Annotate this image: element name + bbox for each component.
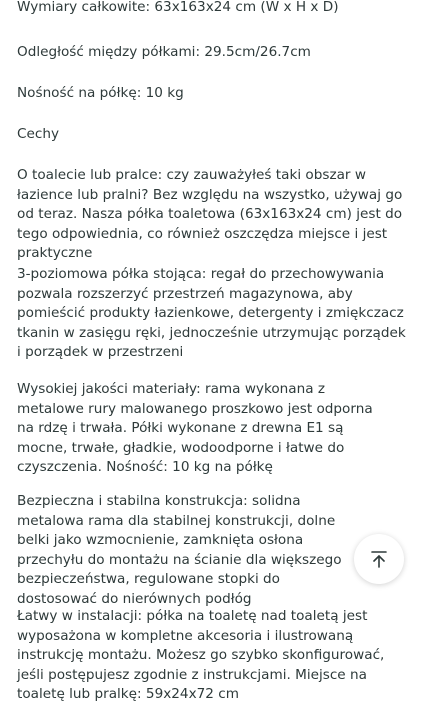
- load-capacity-text: Nośność na półkę: 10 kg: [17, 85, 184, 101]
- arrow-up-icon: [369, 549, 389, 569]
- paragraph-materials: Wysokiej jakości materiały: rama wykonana z metalowe rury malowanego proszkowo jest odporna na rdzę i trwała. Półki wykonane z drewna E1 są mocne, trwałe, gładkie, wodoodporne i łatwe do czyszczenia. Nośność: 10 kg na półkę: [17, 381, 373, 476]
- paragraph-toilet-or-washer: O toalecie lub pralce: czy zauważyłeś taki obszar w łazience lub pralni? Bez względu na wszystko, używaj go od teraz. Nasza półka toaletowa (63x163x24 cm) jest do tego odpowiednia, co również oszczędza miejsce i jest praktyczne: [17, 167, 403, 262]
- paragraph-safe-construction: Bezpieczna i stabilna konstrukcja: solidna metalowa rama dla stabilnej konstrukcji, dolne belki jako wzmocnienie, zamknięta osłona przechyłu do montażu na ścianie dla większego bezpieczeństwa, regulowane stopki do dostosować do nierównych podłóg: [17, 493, 342, 607]
- scroll-to-top-button[interactable]: [354, 534, 404, 584]
- dimensions-text: Wymiary całkowite: 63x163x24 cm (W x H x D): [17, 0, 339, 15]
- shelf-spacing-text: Odległość między półkami: 29.5cm/26.7cm: [17, 44, 311, 60]
- features-heading: Cechy: [17, 126, 59, 142]
- paragraph-three-tier-shelf: 3-poziomowa półka stojąca: regał do przechowywania pozwala rozszerzyć przestrzeń magazynowa, aby pomieścić produkty łazienkowe, detergenty i zmiękczacz tkanin w zasięgu ręki, jednocześnie utrzymując porządek i porządek w przestrzeni: [17, 266, 406, 361]
- paragraph-installation: Łatwy w instalacji: półka na toaletę nad toaletą jest wyposażona w kompletne akcesoria i ilustrowaną instrukcję montażu. Możesz go szybko skonfigurować, jeśli postępujesz zgodnie z instrukcjami. Miejsce na toaletę lub pralkę: 59x24x72 cm: [17, 608, 385, 703]
